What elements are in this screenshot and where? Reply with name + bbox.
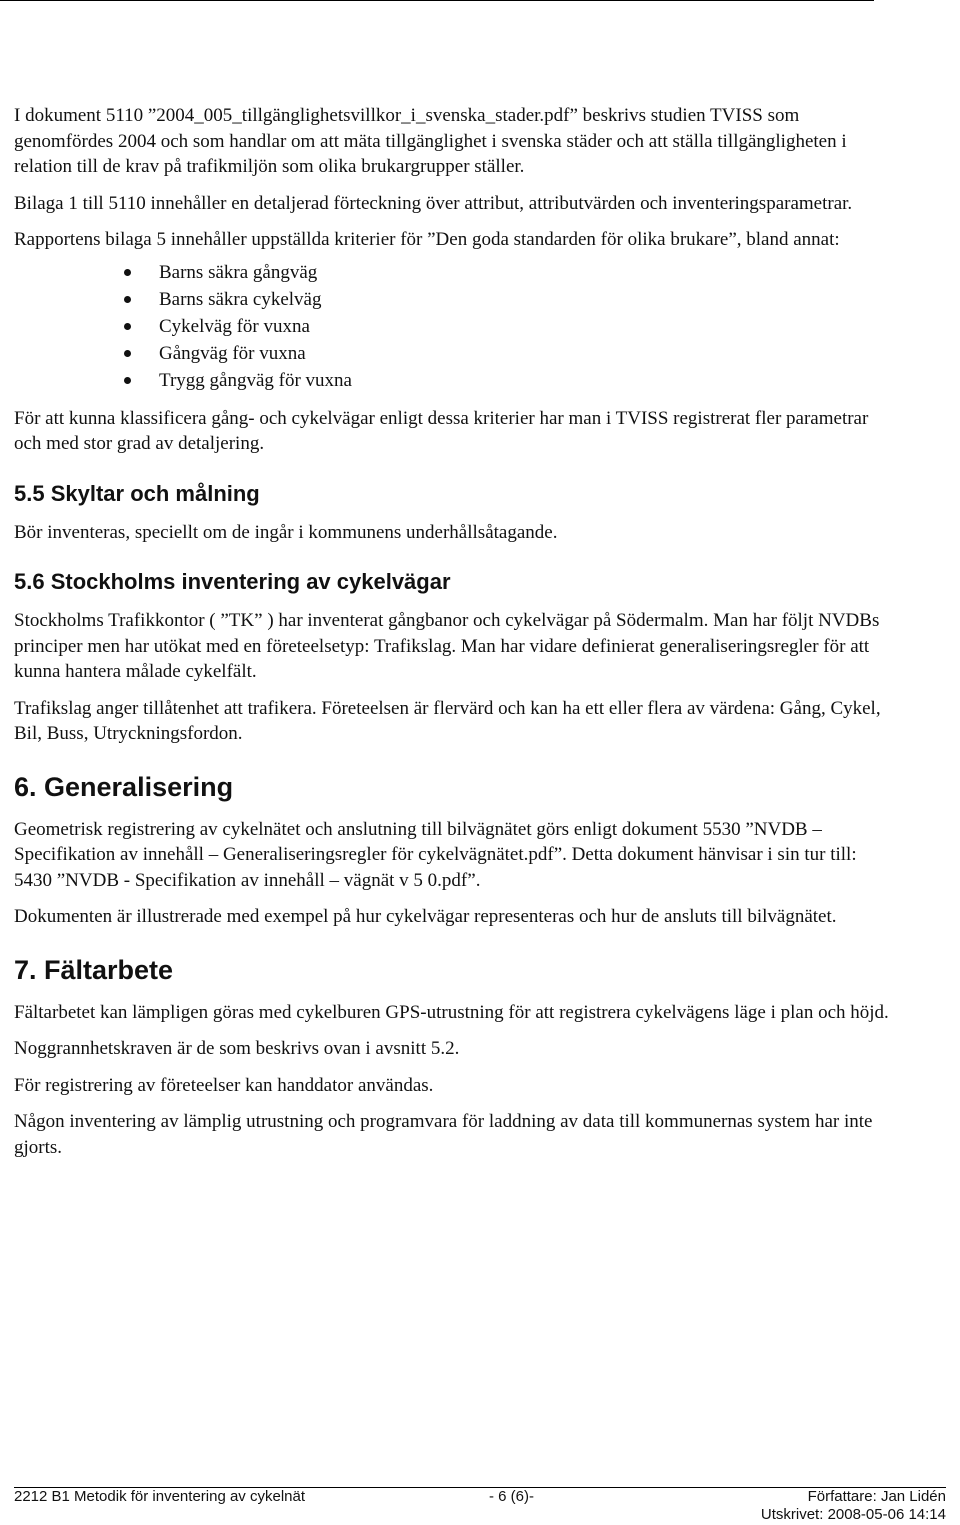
list-item: Cykelväg för vuxna <box>14 313 894 340</box>
criteria-list <box>14 259 894 394</box>
bullet-icon <box>124 269 131 276</box>
footer-meta <box>761 1488 946 1524</box>
paragraph-intro: I dokument 5110 ”2004_005_tillgänglighetsvillkor_i_svenska_stader.pdf” beskrivs studien TVISS som genomfördes 2004 och som handlar om att mäta tillgänglighet i svenska städer och att ställa tillgängligheten i relation till de krav på trafikmiljön som olika brukargrupper ställer. <box>14 105 847 177</box>
bullet-icon <box>124 350 131 357</box>
heading-6: 6. Generalisering <box>14 771 234 802</box>
footer-printed-date: Utskrivet: 2008-05-06 14:14 <box>760 1506 946 1523</box>
footer-author: Författare: Jan Lidén <box>807 1488 946 1505</box>
list-item: Gångväg för vuxna <box>14 340 894 367</box>
paragraph-faltarbetet: Fältarbetet kan lämpligen göras med cykelburen GPS-utrustning för att registrera cykelvägens läge i plan och höjd. <box>14 1001 889 1023</box>
list-item: Barns säkra gångväg <box>14 259 894 286</box>
footer-page-number: - 6 (6)- <box>489 1488 534 1505</box>
paragraph-noggrannhet: Noggrannhetskraven är de som beskrivs ovan i avsnitt 5.2. <box>14 1038 460 1059</box>
footer-doc-title: 2212 B1 Metodik för inventering av cykelnät <box>14 1488 305 1505</box>
paragraph-skyltar: Bör inventeras, speciellt om de ingår i kommunens underhållsåtagande. <box>14 521 558 543</box>
paragraph-bilaga-1: Bilaga 1 till 5110 innehåller en detaljerad förteckning över attribut, attributvärden och inventeringsparametrar. <box>14 192 853 214</box>
heading-7: 7. Fältarbete <box>14 954 174 985</box>
paragraph-bilaga-5: Rapportens bilaga 5 innehåller uppställda kriterier för ”Den goda standarden för olika brukare”, bland annat: <box>14 229 840 250</box>
heading-5-5: 5.5 Skyltar och målning <box>14 480 260 506</box>
paragraph-utrustning: Någon inventering av lämplig utrustning och programvara för laddning av data till kommunernas system har inte gjorts. <box>14 1111 873 1158</box>
paragraph-handdator: För registrering av företeelser kan handdator användas. <box>14 1074 434 1096</box>
paragraph-klassificera: För att kunna klassificera gång- och cykelvägar enligt dessa kriterier har man i TVISS registrerat fler parametrar och med stor grad av detaljering. <box>14 407 869 454</box>
paragraph-dokumenten: Dokumenten är illustrerade med exempel på hur cykelvägar representeras och hur de ansluts till bilvägnätet. <box>14 906 837 927</box>
bullet-icon <box>124 323 131 330</box>
heading-5-6: 5.6 Stockholms inventering av cykelvägar <box>14 569 451 594</box>
document-body <box>14 103 894 1171</box>
paragraph-stockholm: Stockholms Trafikkontor ( ”TK” ) har inventerat gångbanor och cykelvägar på Södermalm. Man har följt NVDBs principer men har utökat med en företeelsetyp: Trafikslag. Man har vidare definierat generaliseringsregler för att kunna hantera målade cykelfält. <box>14 610 880 682</box>
header-rule <box>0 0 874 1</box>
bullet-icon <box>124 296 131 303</box>
list-item: Barns säkra cykelväg <box>14 286 894 313</box>
paragraph-geometrisk: Geometrisk registrering av cykelnätet och anslutning till bilvägnätet görs enligt dokument 5530 ”NVDB – Specifikation av innehåll – Generaliseringsregler för cykelvägnätet.pdf”. Detta dokument hänvisar i sin tur till: 5430 ”NVDB - Specifikation av innehåll – vägnät v 5 0.pdf”. <box>14 818 857 891</box>
paragraph-trafikslag: Trafikslag anger tillåtenhet att trafikera. Företeelsen är flervärd och kan ha ett eller flera av värdena: Gång, Cykel, Bil, Buss, Utryckningsfordon. <box>14 697 881 744</box>
bullet-icon <box>124 377 131 384</box>
list-item: Trygg gångväg för vuxna <box>14 367 894 394</box>
